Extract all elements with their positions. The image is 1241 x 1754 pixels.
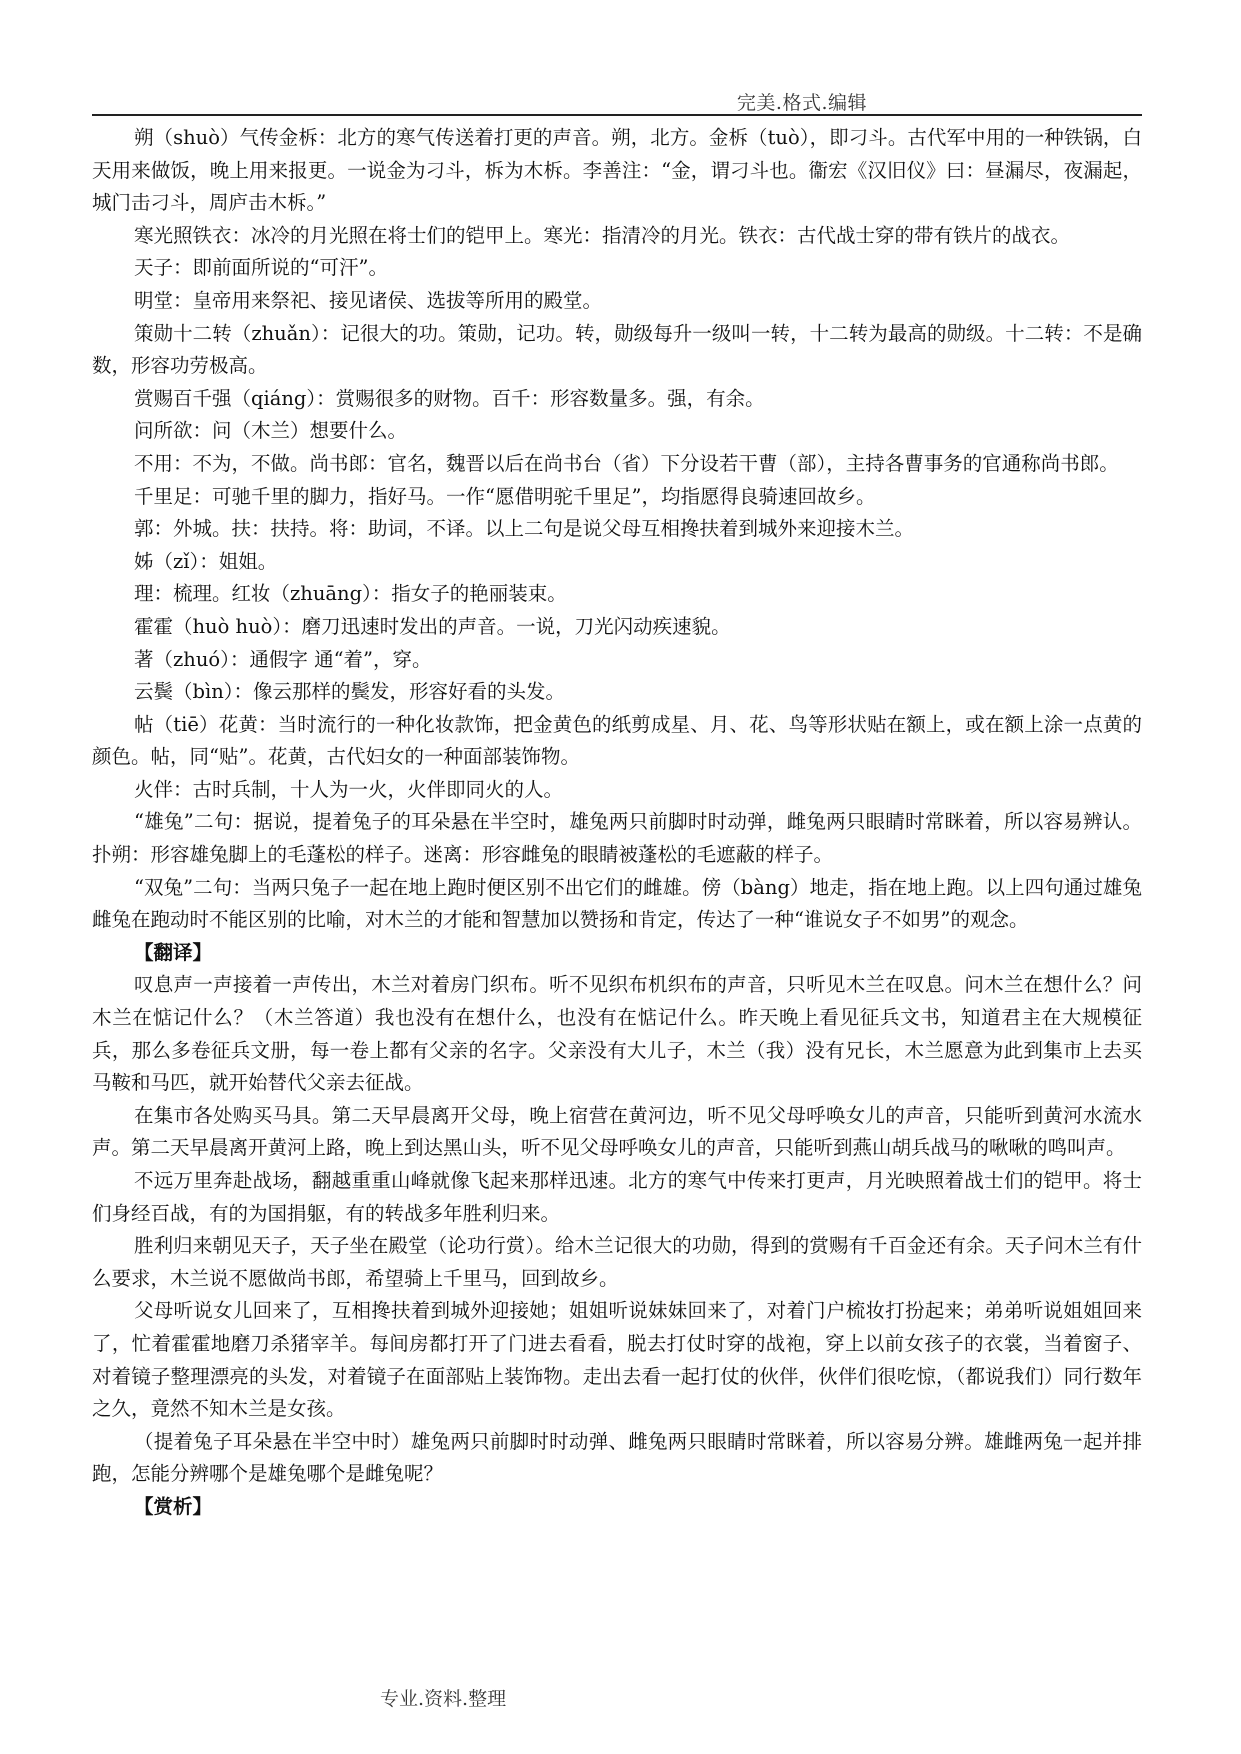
header-rule (92, 114, 1142, 116)
page-footer: 专业.资料.整理 (380, 1688, 507, 1710)
translation-heading: 【翻译】 (134, 940, 213, 964)
note-hanguang: 寒光照铁衣：冰冷的月光照在将士们的铠甲上。寒光：指清冷的月光。铁衣：古代战士穿的带有铁片的战衣。 (134, 223, 1071, 247)
translation-paragraph: 父母听说女儿回来了，互相搀扶着到城外迎接她；姐姐听说妹妹回来了，对着门户梳妆打扮起来；弟弟听说姐姐回来了，忙着霍霍地磨刀杀猪宰羊。每间房都打开了门进去看看，脱去打仗时穿的战袍，穿上以前女孩子的衣裳，当着窗子、对着镜子整理漂亮的头发，对着镜子在面部贴上装饰物。走出去看一起打仗的伙伴，伙伴们很吃惊，（都说我们）同行数年之久，竟然不知木兰是女孩。 (92, 1299, 1142, 1421)
note-qianlizu: 千里足：可驰千里的脚力，指好马。一作“愿借明驼千里足”，均指愿得良骑速回故乡。 (134, 484, 876, 508)
note-cexun: 策勋十二转（zhuǎn）：记很大的功。策勋，记功。转，勋级每升一级叫一转，十二转为最高的勋级。十二转：不是确数，形容功劳极高。 (92, 321, 1142, 378)
note-xiongtu: “雄兔”二句：据说，提着兔子的耳朵悬在半空时，雄兔两只前脚时时动弹，雌兔两只眼睛时常眯着，所以容易辨认。扑朔：形容雄兔脚上的毛蓬松的样子。迷离：形容雌兔的眼睛被蓬松的毛遮蔽的样子。 (92, 810, 1142, 867)
note-li: 理：梳理。红妆（zhuāng）：指女子的艳丽装束。 (134, 582, 567, 606)
translation-paragraph: 在集市各处购买马具。第二天早晨离开父母，晚上宿营在黄河边，听不见父母呼唤女儿的声音，只能听到黄河水流水声。第二天早晨离开黄河上路，晚上到达黑山头，听不见父母呼唤女儿的声音，只能听到燕山胡兵战马的啾啾的鸣叫声。 (92, 1103, 1142, 1160)
note-tiehuahuang: 帖（tiē）花黄：当时流行的一种化妆款饰，把金黄色的纸剪成星、月、花、鸟等形状贴在额上，或在额上涂一点黄的颜色。帖，同“贴”。花黄，古代妇女的一种面部装饰物。 (92, 712, 1142, 769)
note-zhuo: 著（zhuó）：通假字 通“着”，穿。 (134, 647, 432, 671)
note-huoban: 火伴：古时兵制，十人为一火，火伴即同火的人。 (134, 777, 564, 801)
note-tianzi: 天子：即前面所说的“可汗”。 (134, 256, 388, 280)
note-guo: 郭：外城。扶：扶持。将：助词，不译。以上二句是说父母互相搀扶着到城外来迎接木兰。 (134, 517, 915, 541)
note-yunbin: 云鬓（bìn）：像云那样的鬓发，形容好看的头发。 (134, 680, 566, 704)
note-mingtang: 明堂：皇帝用来祭祀、接见诸侯、选拔等所用的殿堂。 (134, 288, 603, 312)
appreciation-heading: 【赏析】 (134, 1494, 213, 1518)
translation-paragraph: 胜利归来朝见天子，天子坐在殿堂（论功行赏）。给木兰记很大的功勋，得到的赏赐有千百金还有余。天子问木兰有什么要求，木兰说不愿做尚书郎，希望骑上千里马，回到故乡。 (92, 1234, 1142, 1290)
note-zi: 姊（zǐ）：姐姐。 (134, 549, 278, 573)
note-shuangtu: “双兔”二句：当两只兔子一起在地上跑时便区别不出它们的雌雄。傍（bàng）地走，指在地上跑。以上四句通过雄兔雌兔在跑动时不能区别的比喻，对木兰的才能和智慧加以赞扬和肯定，传达了一种“谁说女子不如男”的观念。 (92, 875, 1142, 932)
translation-paragraph: 不远万里奔赴战场，翻越重重山峰就像飞起来那样迅速。北方的寒气中传来打更声，月光映照着战士们的铠甲。将士们身经百战，有的为国捐躯，有的转战多年胜利归来。 (92, 1169, 1142, 1225)
document-body (92, 122, 1142, 1524)
translation-paragraph: （提着兔子耳朵悬在半空中时）雄兔两只前脚时时动弹、雌兔两只眼睛时常眯着，所以容易分辨。雄雌两兔一起并排跑，怎能分辨哪个是雄兔哪个是雌兔呢？ (92, 1429, 1142, 1486)
page-header: 完美.格式.编辑 (736, 92, 867, 114)
note-shuoqi: 朔（shuò）气传金柝：北方的寒气传送着打更的声音。朔，北方。金柝（tuò），即刁斗。古代军中用的一种铁锅，白天用来做饭，晚上用来报更。一说金为刁斗，柝为木柝。李善注：“金，谓刁斗也。衞宏《汉旧仪》曰：昼漏尽，夜漏起，城门击刁斗，周庐击木柝。” (92, 126, 1142, 215)
note-wensuoyu: 问所欲：问（木兰）想要什么。 (134, 419, 408, 443)
translation-paragraph: 叹息声一声接着一声传出，木兰对着房门织布。听不见织布机织布的声音，只听见木兰在叹息。问木兰在想什么？问木兰在惦记什么？（木兰答道）我也没有在想什么，也没有在惦记什么。昨天晚上看见征兵文书，知道君主在大规模征兵，那么多卷征兵文册，每一卷上都有父亲的名字。父亲没有大儿子，木兰（我）没有兄长，木兰愿意为此到集市上去买马鞍和马匹，就开始替代父亲去征战。 (92, 973, 1142, 1095)
note-buyong: 不用：不为，不做。尚书郎：官名，魏晋以后在尚书台（省）下分设若干曹（部），主持各曹事务的官通称尚书郎。 (134, 451, 1119, 475)
note-huohuo: 霍霍（huò huò）：磨刀迅速时发出的声音。一说，刀光闪动疾速貌。 (134, 614, 731, 638)
note-shangci: 赏赐百千强（qiáng）：赏赐很多的财物。百千：形容数量多。强，有余。 (134, 386, 765, 410)
